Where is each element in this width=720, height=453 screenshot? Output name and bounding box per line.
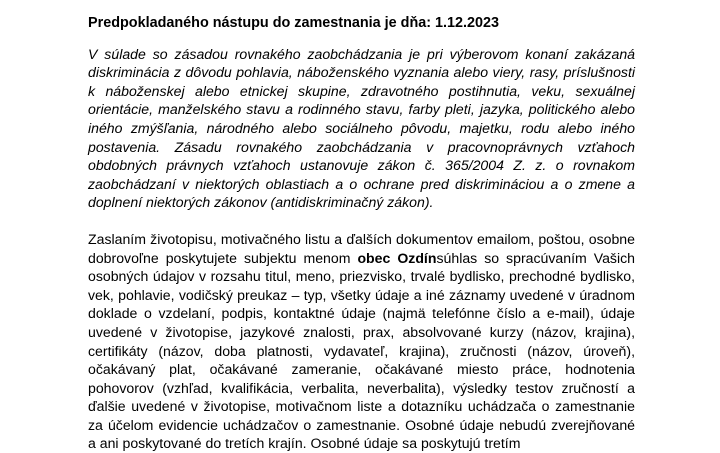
consent-text-rest: súhlas so spracúvaním Vašich osobných údajov v rozsahu titul, meno, priezvisko, trvalé bydlisko, prechodné bydlisko, vek, pohlavie, vodičský preukaz – typ, všetky údaje a iné záznamy uvedené v úradnom doklade o vzdelaní, podpis, kontaktné údaje (najmä telefónne číslo a e-mail), údaje uvedené v životopise, jazykové znalosti, prax, absolvované kurzy (názov, krajina), certifikáty (názov, doba platnosti, vydavateľ, krajina), zručnosti (názov, úroveň), očakávaný plat, očakávané zameranie, očakávané miesto práce, hodnotenia pohovorov (vzhľad, kvalifikácia, verbalita, neverbalita), výsledky testov zručností a ďalšie uvedené v životopise, motivačnom liste a dotazníku uchádzača o zamestnanie za účelom evidencie uchádzačov o zamestnanie. Osobné údaje nebudú zverejňované a ani poskytované do tretích krajín. Osobné údaje sa poskytujú tretím [88,249,635,452]
consent-entity-name: obec Ozdín [357,249,437,266]
document-page [88,14,635,453]
equal-treatment-notice: V súlade so zásadou rovnakého zaobchádzania je pri výberovom konaní zakázaná diskriminácia z dôvodu pohlavia, náboženského vyznania alebo viery, rasy, príslušnosti k náboženskej alebo etnickej skupine, zdravotného postihnutia, veku, sexuálnej orientácie, manželského stavu a rodinného stavu, farby pleti, jazyka, politického alebo iného zmýšľania, národného alebo sociálneho pôvodu, majetku, rodu alebo iného postavenia. Zásadu rovnakého zaobchádzania v pracovnoprávnych vzťahoch obdobných právnych vzťahoch ustanovuje zákon č. 365/2004 Z. z. o rovnakom zaobchádzaní v niektorých oblastiach a o ochrane pred diskrimináciou a o zmene a doplnení niektorých zákonov (antidiskriminačný zákon). [88,45,635,211]
consent-text-start: Zaslaním životopisu, motivačného listu a ďalších dokumentov emailom, poštou, osobne dobrovoľne poskytujete subjektu menom [88,230,635,266]
start-date-heading: Predpokladaného nástupu do zamestnania je dňa: 1.12.2023 [88,15,500,31]
